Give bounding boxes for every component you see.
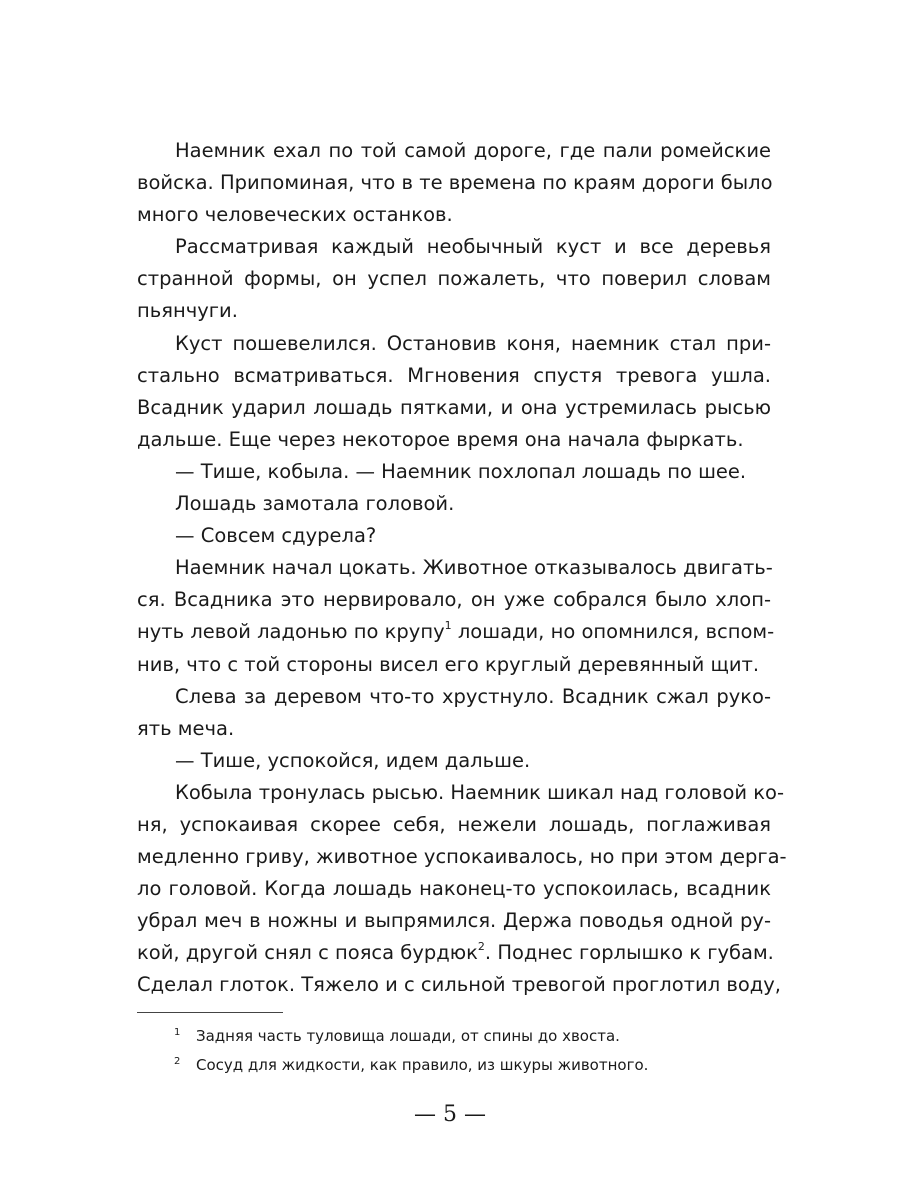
text-line: Кобыла тронулась рысью. Наемник шикал над головой ко- xyxy=(175,780,785,804)
text-line xyxy=(137,937,774,969)
footnote-text: Сосуд для жидкости, как правило, из шкуры животного. xyxy=(196,1056,649,1074)
text-line: Рассматривая каждый необычный куст и все деревья xyxy=(175,235,771,259)
footnote-ref[interactable]: 1 xyxy=(444,618,452,632)
footnote-item: 2 Сосуд для жидкости, как правило, из шкуры животного. xyxy=(174,1056,649,1074)
text-line: стально всматриваться. Мгновения спустя тревога ушла. xyxy=(137,363,771,387)
paragraph xyxy=(137,777,787,1002)
paragraph xyxy=(137,520,771,552)
paragraph xyxy=(137,488,771,520)
footnote-divider xyxy=(137,1012,283,1013)
line-part: . Поднес горлышко к губам. xyxy=(484,941,774,965)
page-number: — 5 — xyxy=(414,1102,486,1127)
text-line: — Тише, кобыла. — Наемник похлопал лошадь по шее. xyxy=(175,459,747,483)
paragraph xyxy=(137,681,771,745)
text-line: убрал меч в ножны и выпрямился. Держа поводья одной ру- xyxy=(137,909,771,933)
footnotes xyxy=(174,1022,771,1080)
line-part: нуть левой ладонью по крупу xyxy=(137,620,445,644)
body-text xyxy=(137,135,787,1002)
text-line: Куст пошевелился. Остановив коня, наемник стал при- xyxy=(175,331,771,355)
text-line: Лошадь замотала головой. xyxy=(175,492,455,516)
text-line: ся. Всадника это нервировало, он уже собрался было хлоп- xyxy=(137,588,771,612)
text-line: много человеческих останков. xyxy=(137,203,453,227)
text-line: Всадник ударил лошадь пятками, и она устремилась рысью xyxy=(137,395,771,419)
footnote-text: Задняя часть туловища лошади, от спины до хвоста. xyxy=(196,1027,620,1045)
text-line: ня, успокаивая скорее себя, нежели лошадь, поглаживая xyxy=(137,812,771,836)
text-line: дальше. Еще через некоторое время она начала фыркать. xyxy=(137,427,744,451)
text-line: Наемник ехал по той самой дороге, где пали ромейские xyxy=(175,139,771,162)
footnote-item: 1 Задняя часть туловища лошади, от спины до хвоста. xyxy=(174,1027,620,1045)
paragraph xyxy=(137,231,771,327)
text-line: войска. Припоминая, что в те времена по краям дороги было xyxy=(137,171,773,195)
paragraph xyxy=(137,135,771,231)
text-line: нив, что с той стороны висел его круглый деревянный щит. xyxy=(137,652,760,676)
text-line: ло головой. Когда лошадь наконец-то успокоилась, всадник xyxy=(137,877,771,901)
text-line xyxy=(137,616,775,648)
text-line: — Совсем сдурела? xyxy=(175,524,377,548)
paragraph xyxy=(137,552,775,680)
text-line: странной формы, он успел пожалеть, что поверил словам xyxy=(137,267,771,291)
line-part: лошади, но опомнился, вспом- xyxy=(451,620,775,644)
text-line: — Тише, успокойся, идем дальше. xyxy=(175,748,531,772)
footnote-ref[interactable]: 2 xyxy=(477,939,485,953)
text-line: Сделал глоток. Тяжело и с сильной тревогой проглотил воду, xyxy=(137,973,782,997)
text-line: Слева за деревом что-то хрустнуло. Всадник сжал руко- xyxy=(175,684,771,708)
text-line: Наемник начал цокать. Животное отказывалось двигать- xyxy=(175,556,773,580)
paragraph xyxy=(137,456,771,488)
text-line: пьянчуги. xyxy=(137,299,238,323)
paragraph xyxy=(137,328,771,456)
text-line: медленно гриву, животное успокаивалось, но при этом дерга- xyxy=(137,845,787,869)
text-line: ять меча. xyxy=(137,716,235,740)
paragraph xyxy=(137,745,771,777)
line-part: кой, другой снял с пояса бурдюк xyxy=(137,941,478,965)
